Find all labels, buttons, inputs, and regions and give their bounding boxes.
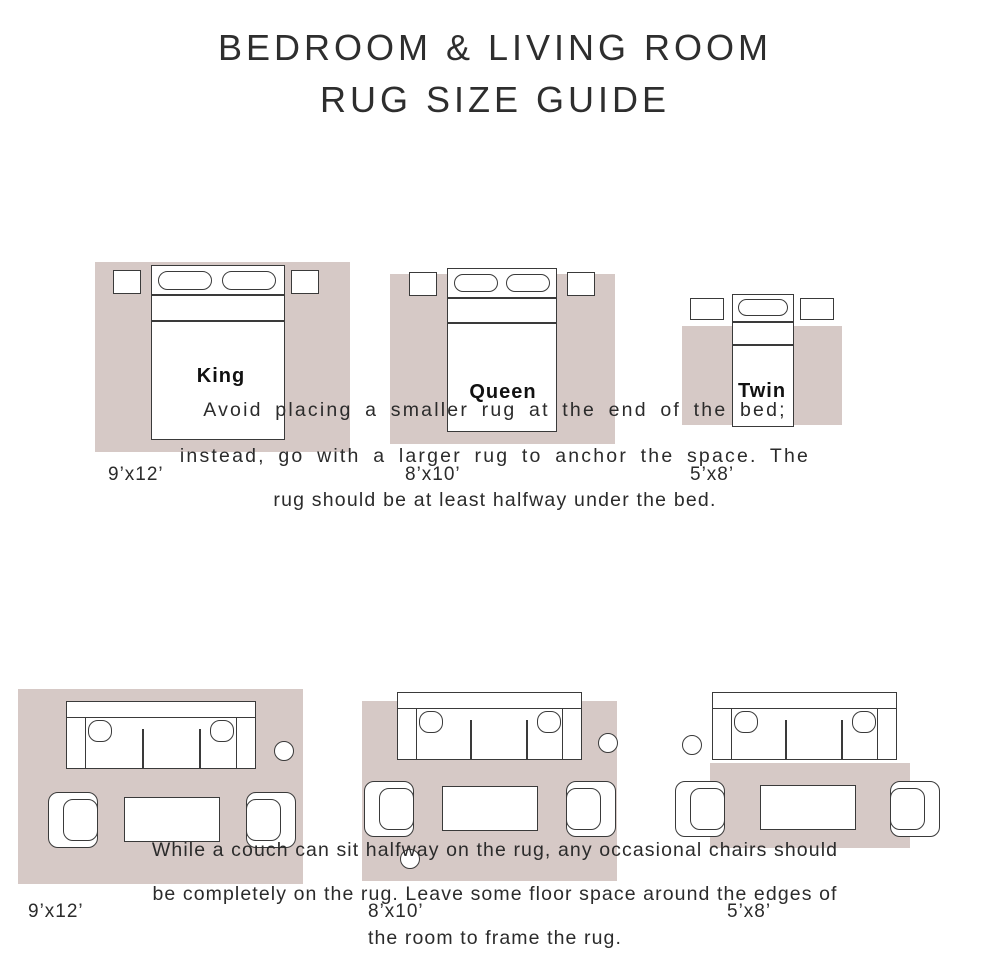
living-8x10-sofa-cushion-divider-2: [526, 720, 528, 760]
queen-nightstand-left: [409, 272, 437, 296]
king-pillow-right: [222, 271, 276, 290]
living-5x8-throw-pillow-right: [852, 711, 876, 733]
living-9x12-throw-pillow-right: [210, 720, 234, 742]
living-8x10-rug-size-caption: 8’x10’: [368, 901, 424, 923]
living-9x12-sofa-arm-right: [236, 717, 256, 769]
queen-bed-label: Queen: [469, 381, 537, 404]
page-title: [0, 0, 990, 126]
twin-nightstand-right: [800, 298, 834, 320]
living-8x10-armchair-right-seat: [566, 788, 601, 830]
twin-pillow: [738, 299, 788, 316]
living-5x8-armchair-right-seat: [890, 788, 925, 830]
king-nightstand-right: [291, 270, 319, 294]
king-rug-size-caption: 9’x12’: [108, 464, 164, 486]
living-9x12-throw-pillow-left: [88, 720, 112, 742]
living-8x10-coffee-table: [442, 786, 538, 831]
twin-rug-size-caption: 5’x8’: [690, 464, 735, 486]
king-nightstand-left: [113, 270, 141, 294]
queen-pillow-left: [454, 274, 498, 292]
queen-nightstand-right: [567, 272, 595, 296]
living-8x10-throw-pillow-right: [537, 711, 561, 733]
queen-rug-size-caption: 8’x10’: [405, 464, 461, 486]
living-5x8-coffee-table: [760, 785, 856, 830]
queen-pillow-right: [506, 274, 550, 292]
twin-blanket-line: [732, 344, 794, 346]
living-5x8-sofa-arm-right: [877, 708, 897, 760]
title-line-1: BEDROOM & LIVING ROOM: [217, 27, 773, 68]
bedroom-note-line-2: instead, go with a larger rug to anchor the space. The: [179, 445, 811, 467]
living-5x8-armchair-left-seat: [690, 788, 725, 830]
twin-nightstand-left: [690, 298, 724, 320]
living-5x8-sofa-cushion-divider-2: [841, 720, 843, 760]
king-blanket-line: [151, 320, 285, 322]
queen-blanket-line: [447, 322, 557, 324]
living-8x10-sofa-cushion-divider-1: [470, 720, 472, 760]
living-8x10-throw-pillow-left: [419, 711, 443, 733]
living-5x8-sofa-cushion-divider-1: [785, 720, 787, 760]
living-9x12-sofa-cushion-divider-1: [142, 729, 144, 769]
living-note-line-3: the room to frame the rug.: [367, 927, 623, 949]
living-9x12-sofa-arm-left: [66, 717, 86, 769]
king-pillow-left: [158, 271, 212, 290]
twin-bed-label: Twin: [737, 380, 787, 403]
living-note-line-2: be completely on the rug. Leave some floor space around the edges of: [152, 883, 838, 905]
living-9x12-sofa-cushion-divider-2: [199, 729, 201, 769]
living-5x8-rug-size-caption: 5’x8’: [727, 901, 772, 923]
living-5x8-side-table: [682, 735, 702, 755]
living-8x10-sofa-arm-right: [562, 708, 582, 760]
living-8x10-armchair-left-seat: [379, 788, 414, 830]
title-line-2: RUG SIZE GUIDE: [319, 79, 671, 121]
living-8x10-sofa-arm-left: [397, 708, 417, 760]
bedroom-note-line-3: rug should be at least halfway under the bed.: [273, 489, 717, 511]
living-5x8-throw-pillow-left: [734, 711, 758, 733]
living-9x12-rug-size-caption: 9’x12’: [28, 901, 84, 923]
bedroom-note-line-1: Avoid placing a smaller rug at the end of the bed;: [203, 399, 787, 421]
king-bed-label: King: [196, 365, 246, 388]
living-note-line-1: While a couch can sit halfway on the rug, any occasional chairs should: [151, 839, 839, 861]
living-5x8-sofa-arm-left: [712, 708, 732, 760]
